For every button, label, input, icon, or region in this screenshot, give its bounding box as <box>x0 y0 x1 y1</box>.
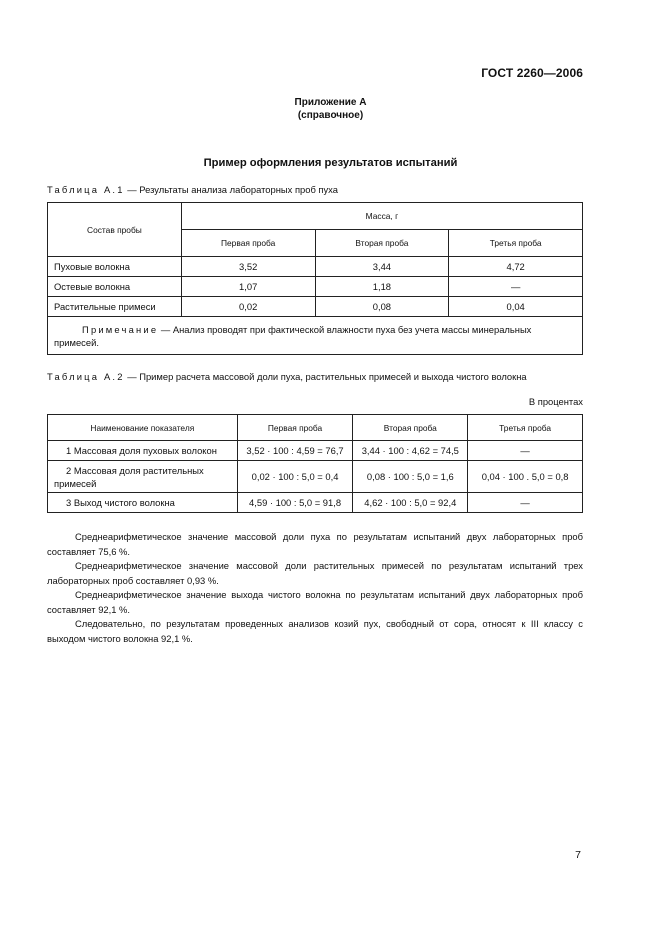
lab-results-table <box>47 202 583 355</box>
cell-value: 1,18 <box>315 277 449 297</box>
conclusions <box>47 530 583 646</box>
table1-caption <box>47 184 338 195</box>
note-label: Примечание <box>82 324 159 335</box>
appendix-subtitle: (справочное) <box>297 110 364 121</box>
cell-value: 0,02 <box>181 297 315 317</box>
table-row <box>48 277 583 297</box>
table-row <box>48 441 583 461</box>
section-title: Пример оформления результатов испытаний <box>203 157 458 169</box>
header-probe-3: Третья проба <box>449 230 583 257</box>
cell-value: 0,04 <box>449 297 583 317</box>
header-probe-2: Вторая проба <box>353 415 468 441</box>
row-name: Пуховые волокна <box>48 257 182 277</box>
cell-value: 0,02 · 100 : 5,0 = 0,4 <box>237 461 353 493</box>
row-name-text: 2 Массовая доля растительных примесей <box>54 464 204 489</box>
appendix-title: Приложение А <box>294 97 367 108</box>
note-text: — Анализ проводят при фактической влажности пуха без учета массы минеральных примесей. <box>54 324 532 348</box>
paragraph: Среднеарифметическое значение массовой доли пуха по результатам испытаний двух лабораторных проб составляет 75,6 %. <box>47 531 583 557</box>
header-probe-1: Первая проба <box>237 415 353 441</box>
cell-value: — <box>449 277 583 297</box>
row-name <box>48 461 238 493</box>
table-row <box>48 493 583 513</box>
table-row <box>48 257 583 277</box>
calculation-table <box>47 414 583 513</box>
paragraph: Среднеарифметическое значение выхода чистого волокна по результатам испытаний двух лабораторных проб составляет 92,1 %. <box>47 589 583 615</box>
cell-value: 4,62 · 100 : 5,0 = 92,4 <box>353 493 468 513</box>
row-name: Остевые волокна <box>48 277 182 297</box>
row-name: 1 Массовая доля пуховых волокон <box>48 441 238 461</box>
cell-value: 1,07 <box>181 277 315 297</box>
appendix-heading <box>0 96 661 122</box>
cell-value: 0,04 · 100 . 5,0 = 0,8 <box>468 461 583 493</box>
table1-note <box>48 317 583 355</box>
header-sample-composition: Состав пробы <box>48 203 182 257</box>
row-name: Растительные примеси <box>48 297 182 317</box>
table1-caption-label: Таблица А.1 <box>47 184 125 195</box>
header-indicator: Наименование показателя <box>48 415 238 441</box>
cell-value: 4,72 <box>449 257 583 277</box>
header-probe-3: Третья проба <box>468 415 583 441</box>
header-mass: Масса, г <box>181 203 582 230</box>
cell-value: 0,08 · 100 : 5,0 = 1,6 <box>353 461 468 493</box>
cell-value: 3,52 · 100 : 4,59 = 76,7 <box>237 441 353 461</box>
cell-value: 0,08 <box>315 297 449 317</box>
paragraph: Следовательно, по результатам проведенных анализов козий пух, свободный от сора, относят к III классу с выходом чистого волокна 92,1 %. <box>47 618 583 644</box>
header-probe-1: Первая проба <box>181 230 315 257</box>
table2-caption <box>47 371 527 382</box>
table1-caption-text: — Результаты анализа лабораторных проб пуха <box>124 184 338 195</box>
cell-value: 3,52 <box>181 257 315 277</box>
table2-caption-label: Таблица А.2 <box>47 371 125 382</box>
cell-value: — <box>468 493 583 513</box>
table-row <box>48 297 583 317</box>
paragraph: Среднеарифметическое значение массовой доли растительных примесей по результатам испытаний трех лабораторных проб составляет 0,93 %. <box>47 560 583 586</box>
cell-value: 3,44 · 100 : 4,62 = 74,5 <box>353 441 468 461</box>
standard-number: ГОСТ 2260—2006 <box>481 66 583 80</box>
page-number: 7 <box>575 849 581 861</box>
cell-value: 3,44 <box>315 257 449 277</box>
row-name: 3 Выход чистого волокна <box>48 493 238 513</box>
cell-value: 4,59 · 100 : 5,0 = 91,8 <box>237 493 353 513</box>
units-label: В процентах <box>528 396 583 407</box>
table2-caption-text: — Пример расчета массовой доли пуха, растительных примесей и выхода чистого волокна <box>124 371 527 382</box>
header-probe-2: Вторая проба <box>315 230 449 257</box>
table-row <box>48 461 583 493</box>
cell-value: — <box>468 441 583 461</box>
